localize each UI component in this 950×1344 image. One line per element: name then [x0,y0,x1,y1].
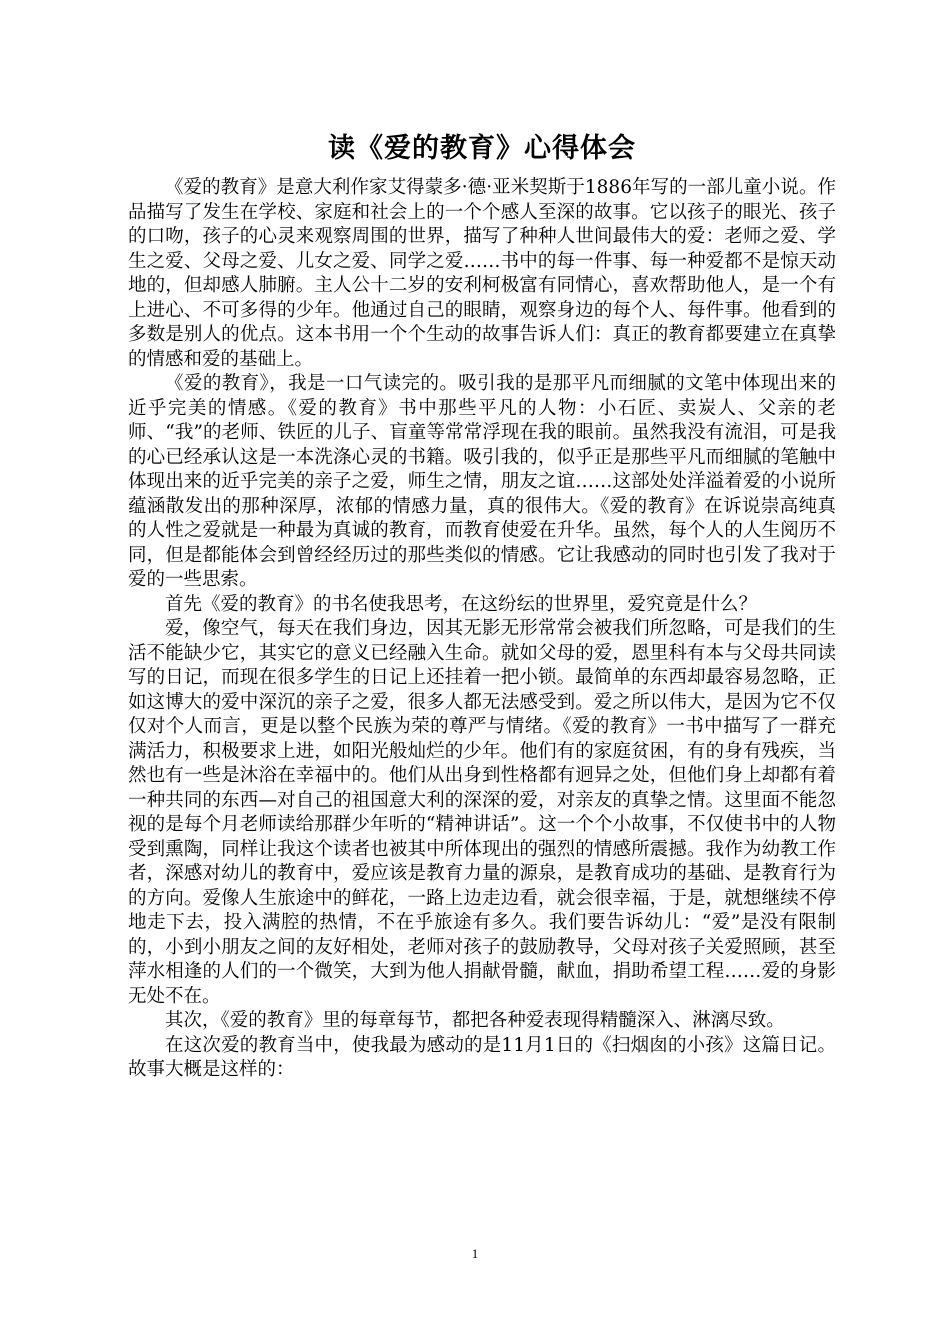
document-title: 读《爱的教育》心得体会 [328,133,636,164]
document-body [128,130,836,1083]
paragraph-reading-experience: 《爱的教育》，我是一口气读完的。吸引我的是那平凡而细腻的文笔中体现出来的近乎完美的情感。《爱的教育》书中那些平凡的人物：小石匠、卖炭人、父亲的老师、“我”的老师、铁匠的儿子、盲童等常常浮现在我的眼前。虽然我没有流泪，可是我的心已经承认这是一本洗涤心灵的书籍。吸引我的，似乎正是那些平凡而细腻的笔触中体现出来的近乎完美的亲子之爱，师生之情，朋友之谊……这部处处洋溢着爱的小说所蕴涵散发出的那种深厚，浓郁的情感力量，真的很伟大。《爱的教育》在诉说崇高纯真的人性之爱就是一种最为真诚的教育，而教育使爱在升华。虽然，每个人的人生阅历不同，但是都能体会到曾经经历过的那些类似的情感。它让我感动的同时也引发了我对于爱的一些思索。 [128,373,836,590]
paragraph-question: 首先《爱的教育》的书名使我思考，在这纷纭的世界里，爱究竟是什么？ [165,593,758,615]
page-number: 1 [471,1246,479,1261]
paragraph-second-point: 其次，《爱的教育》里的每章每节，都把各种爱表现得精髓深入、淋漓尽致。 [165,1010,785,1031]
paragraph-story-intro: 在这次爱的教育当中，使我最为感动的是11月1日的《扫烟囱的小孩》这篇日记。故事大概是这样的： [128,1034,836,1080]
paragraph-love-reflection: 爱，像空气，每天在我们身边，因其无影无形常常会被我们所忽略，可是我们的生活不能缺少它，其实它的意义已经融入生命。就如父母的爱，恩里科有本与父母共同读写的日记，而现在很多学生的日记上还挂着一把小锁。最简单的东西却最容易忽略，正如这博大的爱中深沉的亲子之爱，很多人都无法感受到。爱之所以伟大，是因为它不仅仅对个人而言，更是以整个民族为荣的尊严与情绪。《爱的教育》一书中描写了一群充满活力，积极要求上进，如阳光般灿烂的少年。他们有的家庭贫困，有的身有残疾，当然也有一些是沐浴在幸福中的。他们从出身到性格都有迥异之处，但他们身上却都有着一种共同的东西—对自己的祖国意大利的深深的爱，对亲友的真挚之情。这里面不能忽视的是每个月老师读给那群少年听的“精神讲话”。这一个个小故事，不仅使书中的人物受到熏陶，同样让我这个读者也被其中所体现出的强烈的情感所震撼。我作为幼教工作者，深感对幼儿的教育中，爱应该是教育力量的源泉，是教育成功的基础、是教育行为的方向。爱像人生旅途中的鲜花，一路上边走边看，就会很幸福，于是，就想继续不停地走下去，投入满腔的热情，不在乎旅途有多久。我们要告诉幼儿：“爱”是没有限制的，小到小朋友之间的友好相处，老师对孩子的鼓励教导，父母对孩子关爱照顾，甚至萍水相逢的人们的一个微笑，大到为他人捐献骨髓，献血，捐助希望工程……爱的身影无处不在。 [128,618,836,1007]
paragraph-intro: 《爱的教育》是意大利作家艾得蒙多·德·亚米契斯于1886年写的一部儿童小说。作品描写了发生在学校、家庭和社会上的一个个感人至深的故事。它以孩子的眼光、孩子的口吻，孩子的心灵来观察周围的世界，描写了种种人世间最伟大的爱：老师之爱、学生之爱、父母之爱、儿女之爱、同学之爱……书中的每一件事、每一种爱都不是惊天动地的，但却感人肺腑。主人公十二岁的安利柯极富有同情心，喜欢帮助他人，是一个有上进心、不可多得的少年。他通过自己的眼睛，观察身边的每个人、每件事。他看到的多数是别人的优点。这本书用一个个生动的故事告诉人们：真正的教育都要建立在真挚的情感和爱的基础上。 [128,177,836,370]
